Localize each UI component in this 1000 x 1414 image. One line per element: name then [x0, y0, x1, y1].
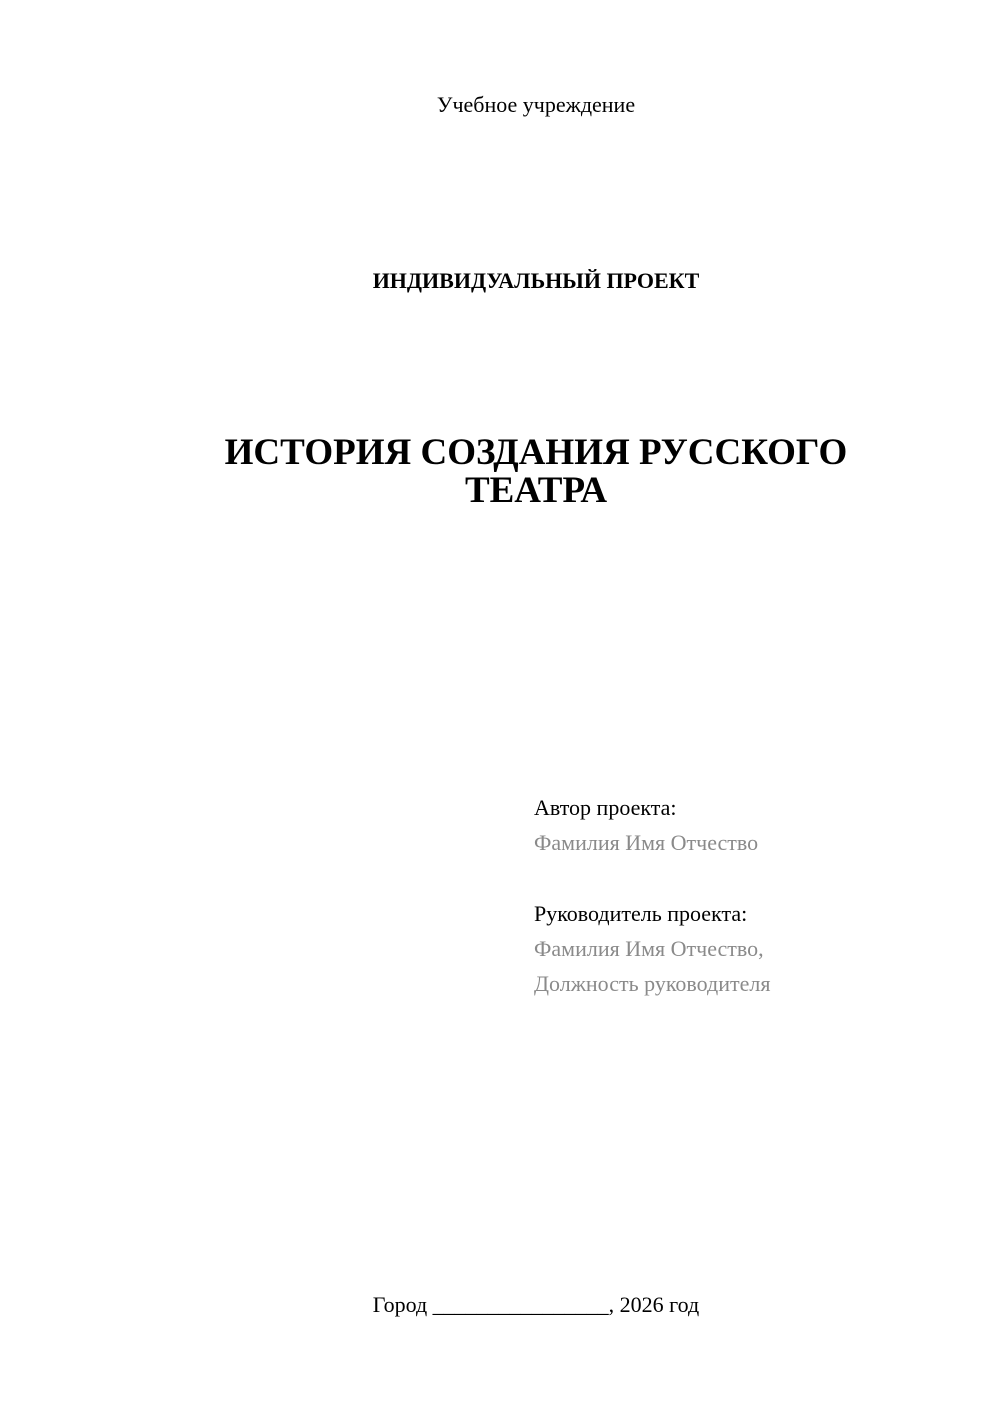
project-type-heading: ИНДИВИДУАЛЬНЫЙ ПРОЕКТ: [372, 268, 700, 293]
project-info-block: [534, 790, 770, 1001]
project-title-line-2: ТЕАТРА: [464, 470, 608, 511]
supervisor-name: Фамилия Имя Отчество,: [534, 936, 764, 961]
city-year-footer: Город ________________, 2026 год: [372, 1292, 700, 1317]
supervisor-label: Руководитель проекта:: [534, 901, 748, 926]
project-title-line-1: ИСТОРИЯ СОЗДАНИЯ РУССКОГО: [224, 432, 848, 473]
author-label: Автор проекта:: [534, 795, 677, 820]
institution-name: Учебное учреждение: [436, 92, 636, 117]
supervisor-position: Должность руководителя: [534, 971, 771, 996]
info-spacer: [534, 860, 770, 896]
project-title: [0, 434, 1000, 510]
author-name: Фамилия Имя Отчество: [534, 830, 759, 855]
